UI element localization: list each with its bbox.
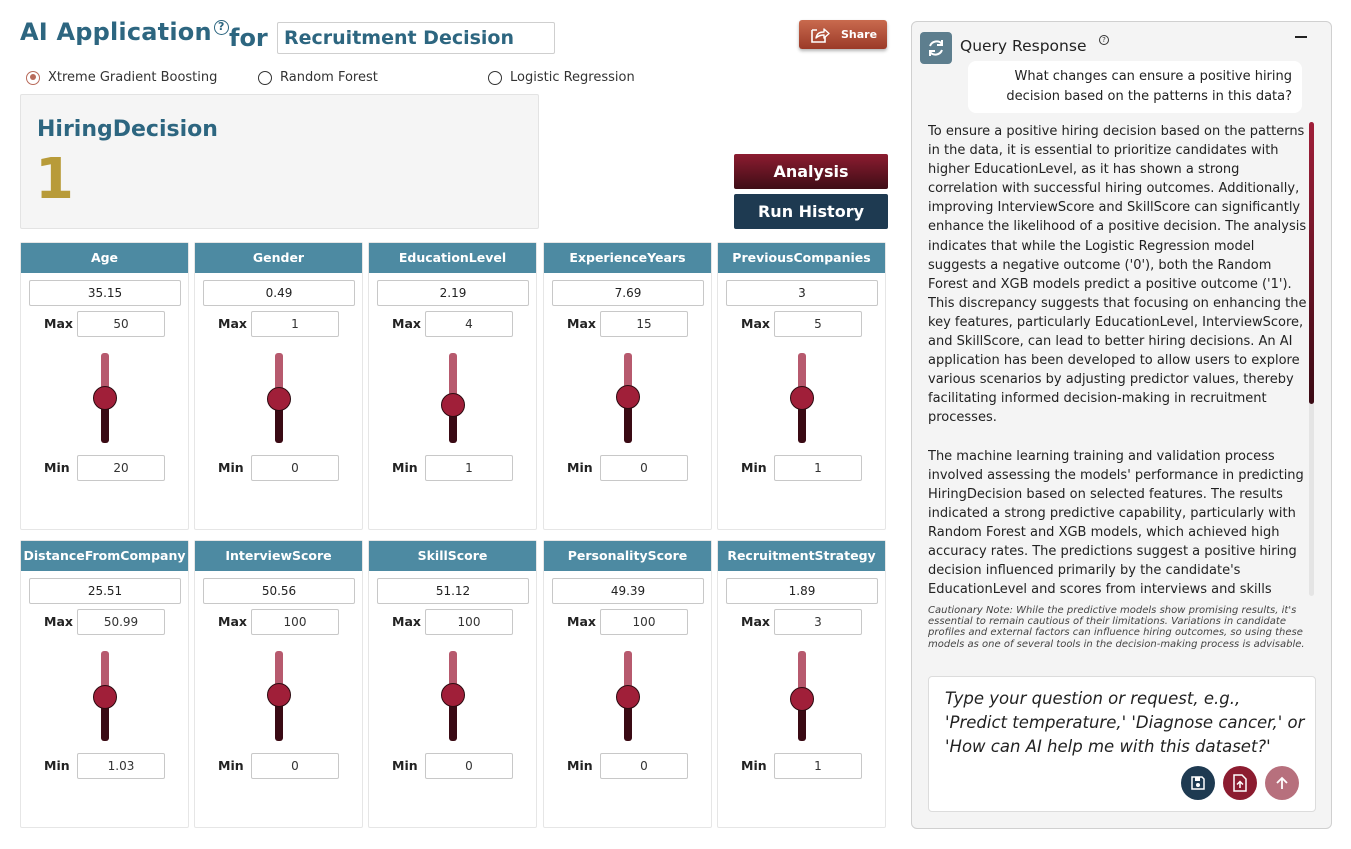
max-value-input[interactable]: 100: [251, 609, 339, 635]
feature-name: EducationLevel: [369, 243, 536, 273]
cautionary-note: Cautionary Note: While the predictive models show promising results, it's essential to remain cautious of their limitations. Variations in candidate profiles and external factors can influence hiring outcomes, so using these models as one of several tools in the decision-making process is advisable.: [928, 605, 1305, 650]
min-value-input[interactable]: 0: [251, 455, 339, 481]
feature-name: InterviewScore: [195, 541, 362, 571]
prediction-value: 1: [35, 147, 74, 212]
max-label: Max: [44, 316, 73, 331]
feature-card: [717, 540, 886, 828]
min-label: Min: [218, 758, 244, 773]
run-history-button[interactable]: Run History: [734, 194, 888, 229]
minimize-icon[interactable]: [1295, 36, 1307, 38]
feature-name: Age: [21, 243, 188, 273]
model-option-label: Random Forest: [280, 70, 378, 85]
feature-slider[interactable]: [798, 651, 806, 741]
slider-thumb[interactable]: [93, 386, 117, 410]
min-label: Min: [44, 758, 70, 773]
max-value-input[interactable]: 100: [600, 609, 688, 635]
model-option-random-forest[interactable]: [258, 70, 378, 85]
file-upload-icon: [1232, 774, 1248, 792]
min-value-input[interactable]: 1: [774, 455, 862, 481]
feature-value-input[interactable]: 50.56: [203, 578, 355, 604]
feature-card: [717, 242, 886, 530]
share-button[interactable]: [799, 20, 887, 49]
min-label: Min: [392, 460, 418, 475]
help-icon[interactable]: ?: [1099, 35, 1109, 45]
model-option-xgb[interactable]: [26, 70, 217, 85]
max-value-input[interactable]: 50.99: [77, 609, 165, 635]
max-value-input[interactable]: 1: [251, 311, 339, 337]
slider-thumb[interactable]: [616, 385, 640, 409]
min-label: Min: [218, 460, 244, 475]
slider-thumb[interactable]: [790, 386, 814, 410]
feature-card: [20, 242, 189, 530]
feature-name: PreviousCompanies: [718, 243, 885, 273]
save-button[interactable]: [1181, 766, 1215, 800]
min-label: Min: [392, 758, 418, 773]
send-button[interactable]: [1265, 766, 1299, 800]
slider-thumb[interactable]: [441, 683, 465, 707]
min-value-input[interactable]: 1: [774, 753, 862, 779]
model-option-logistic-regression[interactable]: [488, 70, 635, 85]
slider-thumb[interactable]: [267, 683, 291, 707]
max-value-input[interactable]: 4: [425, 311, 513, 337]
feature-slider[interactable]: [449, 651, 457, 741]
feature-slider[interactable]: [101, 651, 109, 741]
feature-value-input[interactable]: 3: [726, 280, 878, 306]
min-value-input[interactable]: 1: [425, 455, 513, 481]
feature-value-input[interactable]: 1.89: [726, 578, 878, 604]
feature-value-input[interactable]: 25.51: [29, 578, 181, 604]
feature-name: DistanceFromCompany: [21, 541, 188, 571]
panel-title: Query Response: [960, 37, 1087, 55]
min-label: Min: [741, 460, 767, 475]
max-label: Max: [567, 316, 596, 331]
feature-slider[interactable]: [101, 353, 109, 443]
feature-value-input[interactable]: 35.15: [29, 280, 181, 306]
feature-slider[interactable]: [275, 353, 283, 443]
radio-icon: [488, 71, 502, 85]
slider-thumb[interactable]: [441, 393, 465, 417]
feature-card: [20, 540, 189, 828]
model-option-label: Xtreme Gradient Boosting: [48, 70, 218, 85]
user-message: What changes can ensure a positive hiring decision based on the patterns in this data?: [968, 61, 1302, 113]
feature-value-input[interactable]: 51.12: [377, 578, 529, 604]
query-input-box[interactable]: [928, 676, 1316, 812]
arrow-up-icon: [1274, 775, 1290, 791]
feature-slider[interactable]: [624, 651, 632, 741]
save-icon: [1190, 775, 1206, 791]
min-label: Min: [44, 460, 70, 475]
feature-name: RecruitmentStrategy: [718, 541, 885, 571]
radio-selected-icon: [26, 71, 40, 85]
min-label: Min: [741, 758, 767, 773]
response-paragraph: To ensure a positive hiring decision based on the patterns in the data, it is essential to prioritize candidates with higher EducationLevel, as it has shown a strong correlation with successful hiring outcomes. Additionally, improving InterviewScore and SkillScore can significantly enhance the likelihood of a positive decision. The analysis indicates that while the Logistic Regression model suggests a negative outcome ('0'), both the Random Forest and XGB models predict a positive outcome ('1'). This discrepancy suggests that focusing on enhancing the key features, particularly EducationLevel, InterviewScore, and SkillScore, can lead to better hiring decisions. An AI application has been developed to allow users to explore various scenarios by adjusting predictor values, thereby facilitating informed decision-making in recruitment processes.: [928, 124, 1307, 426]
max-label: Max: [567, 614, 596, 629]
max-label: Max: [392, 614, 421, 629]
app-title-text: AI Application: [20, 18, 212, 46]
model-option-label: Logistic Regression: [510, 70, 635, 85]
min-value-input[interactable]: 0: [600, 455, 688, 481]
feature-name: SkillScore: [369, 541, 536, 571]
slider-thumb[interactable]: [790, 687, 814, 711]
max-label: Max: [392, 316, 421, 331]
max-label: Max: [44, 614, 73, 629]
feature-name: ExperienceYears: [544, 243, 711, 273]
feature-value-input[interactable]: 0.49: [203, 280, 355, 306]
feature-value-input[interactable]: 49.39: [552, 578, 704, 604]
slider-thumb[interactable]: [267, 387, 291, 411]
min-value-input[interactable]: 0: [600, 753, 688, 779]
target-name: HiringDecision: [37, 117, 218, 142]
feature-card: [543, 242, 712, 530]
query-placeholder[interactable]: Type your question or request, e.g., 'Predict temperature,' 'Diagnose cancer,' or 'How can AI help me with this dataset?': [945, 689, 1305, 756]
min-label: Min: [567, 758, 593, 773]
model-selector: [26, 70, 666, 86]
max-value-input[interactable]: 3: [774, 609, 862, 635]
scrollbar-thumb[interactable]: [1309, 122, 1314, 404]
max-label: Max: [218, 316, 247, 331]
min-value-input[interactable]: 0: [251, 753, 339, 779]
feature-value-input[interactable]: 2.19: [377, 280, 529, 306]
response-text[interactable]: [928, 122, 1308, 596]
radio-icon: [258, 71, 272, 85]
max-value-input[interactable]: 50: [77, 311, 165, 337]
max-label: Max: [741, 614, 770, 629]
response-scrollbar[interactable]: [1309, 122, 1314, 596]
max-label: Max: [741, 316, 770, 331]
max-label: Max: [218, 614, 247, 629]
use-case-input[interactable]: [277, 22, 555, 54]
help-icon[interactable]: ?: [214, 20, 229, 35]
upload-file-button[interactable]: [1223, 766, 1257, 800]
prediction-result: [20, 94, 539, 229]
feature-slider[interactable]: [798, 353, 806, 443]
feature-card: [194, 242, 363, 530]
max-value-input[interactable]: 100: [425, 609, 513, 635]
slider-thumb[interactable]: [616, 685, 640, 709]
min-value-input[interactable]: 20: [77, 455, 165, 481]
feature-value-input[interactable]: 7.69: [552, 280, 704, 306]
min-value-input[interactable]: 0: [425, 753, 513, 779]
max-value-input[interactable]: 5: [774, 311, 862, 337]
feature-name: Gender: [195, 243, 362, 273]
feature-card: [194, 540, 363, 828]
slider-thumb[interactable]: [93, 685, 117, 709]
feature-card: [543, 540, 712, 828]
max-value-input[interactable]: 15: [600, 311, 688, 337]
share-icon: [809, 26, 831, 44]
feature-name: PersonalityScore: [544, 541, 711, 571]
feature-slider[interactable]: [275, 651, 283, 741]
feature-slider[interactable]: [624, 353, 632, 443]
refresh-icon[interactable]: [920, 32, 952, 64]
min-value-input[interactable]: 1.03: [77, 753, 165, 779]
share-label: Share: [840, 28, 878, 41]
for-label: for: [229, 24, 268, 52]
app-title: [20, 18, 229, 46]
response-paragraph: The machine learning training and validation process involved assessing the models' performance in predicting HiringDecision based on selected features. The results indicated a strong predictive capability, particularly with Random Forest and XGB models, which achieved high accuracy rates. The predictions suggest a positive hiring decision influenced primarily by the candidate's EducationLevel and scores from interviews and skills: [928, 448, 1304, 596]
analysis-button[interactable]: Analysis: [734, 154, 888, 189]
feature-card: [368, 242, 537, 530]
feature-card: [368, 540, 537, 828]
query-response-panel: [911, 21, 1332, 829]
min-label: Min: [567, 460, 593, 475]
feature-slider[interactable]: [449, 353, 457, 443]
